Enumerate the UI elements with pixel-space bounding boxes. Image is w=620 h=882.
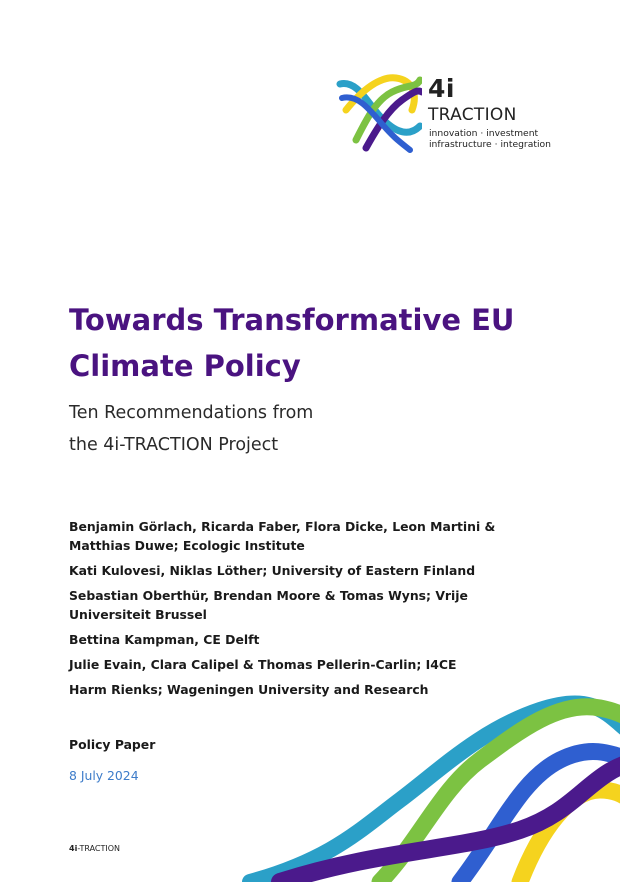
- subtitle-line2: the 4i-TRACTION Project: [69, 435, 279, 455]
- author-list: [69, 517, 539, 705]
- author-entry: Sebastian Oberthür, Brendan Moore & Tomas Wyns; Vrije Universiteit Brussel: [69, 588, 468, 622]
- page-subtitle: [69, 397, 529, 461]
- footer-brand-a: 4i: [69, 844, 78, 853]
- brand-logo: [336, 70, 566, 154]
- author-entry: Harm Rienks; Wageningen University and Research: [69, 682, 429, 697]
- author-entry: Julie Evain, Clara Calipel & Thomas Pellerin-Carlin; I4CE: [69, 657, 457, 672]
- footer-brand: [69, 844, 120, 853]
- subtitle-line1: Ten Recommendations from: [69, 403, 314, 423]
- logo-tagline: [429, 128, 551, 150]
- document-date: 8 July 2024: [69, 768, 139, 783]
- logo-tagline-line1: innovation · investment: [429, 128, 539, 139]
- logo-subname: TRACTION: [428, 105, 517, 125]
- logo-mark-icon: [336, 70, 422, 154]
- footer-brand-b: -TRACTION: [77, 844, 121, 853]
- document-type: Policy Paper: [69, 737, 156, 752]
- author-entry: Kati Kulovesi, Niklas Löther; University of Eastern Finland: [69, 563, 476, 578]
- logo-tagline-line2: infrastructure · integration: [429, 139, 551, 150]
- logo-name: 4i: [428, 74, 455, 103]
- author-entry: Benjamin Görlach, Ricarda Faber, Flora Dicke, Leon Martini & Matthias Duwe; Ecologic Institute: [69, 519, 496, 553]
- page-title: Towards Transformative EU Climate Policy: [69, 303, 515, 383]
- author-entry: Bettina Kampman, CE Delft: [69, 632, 260, 647]
